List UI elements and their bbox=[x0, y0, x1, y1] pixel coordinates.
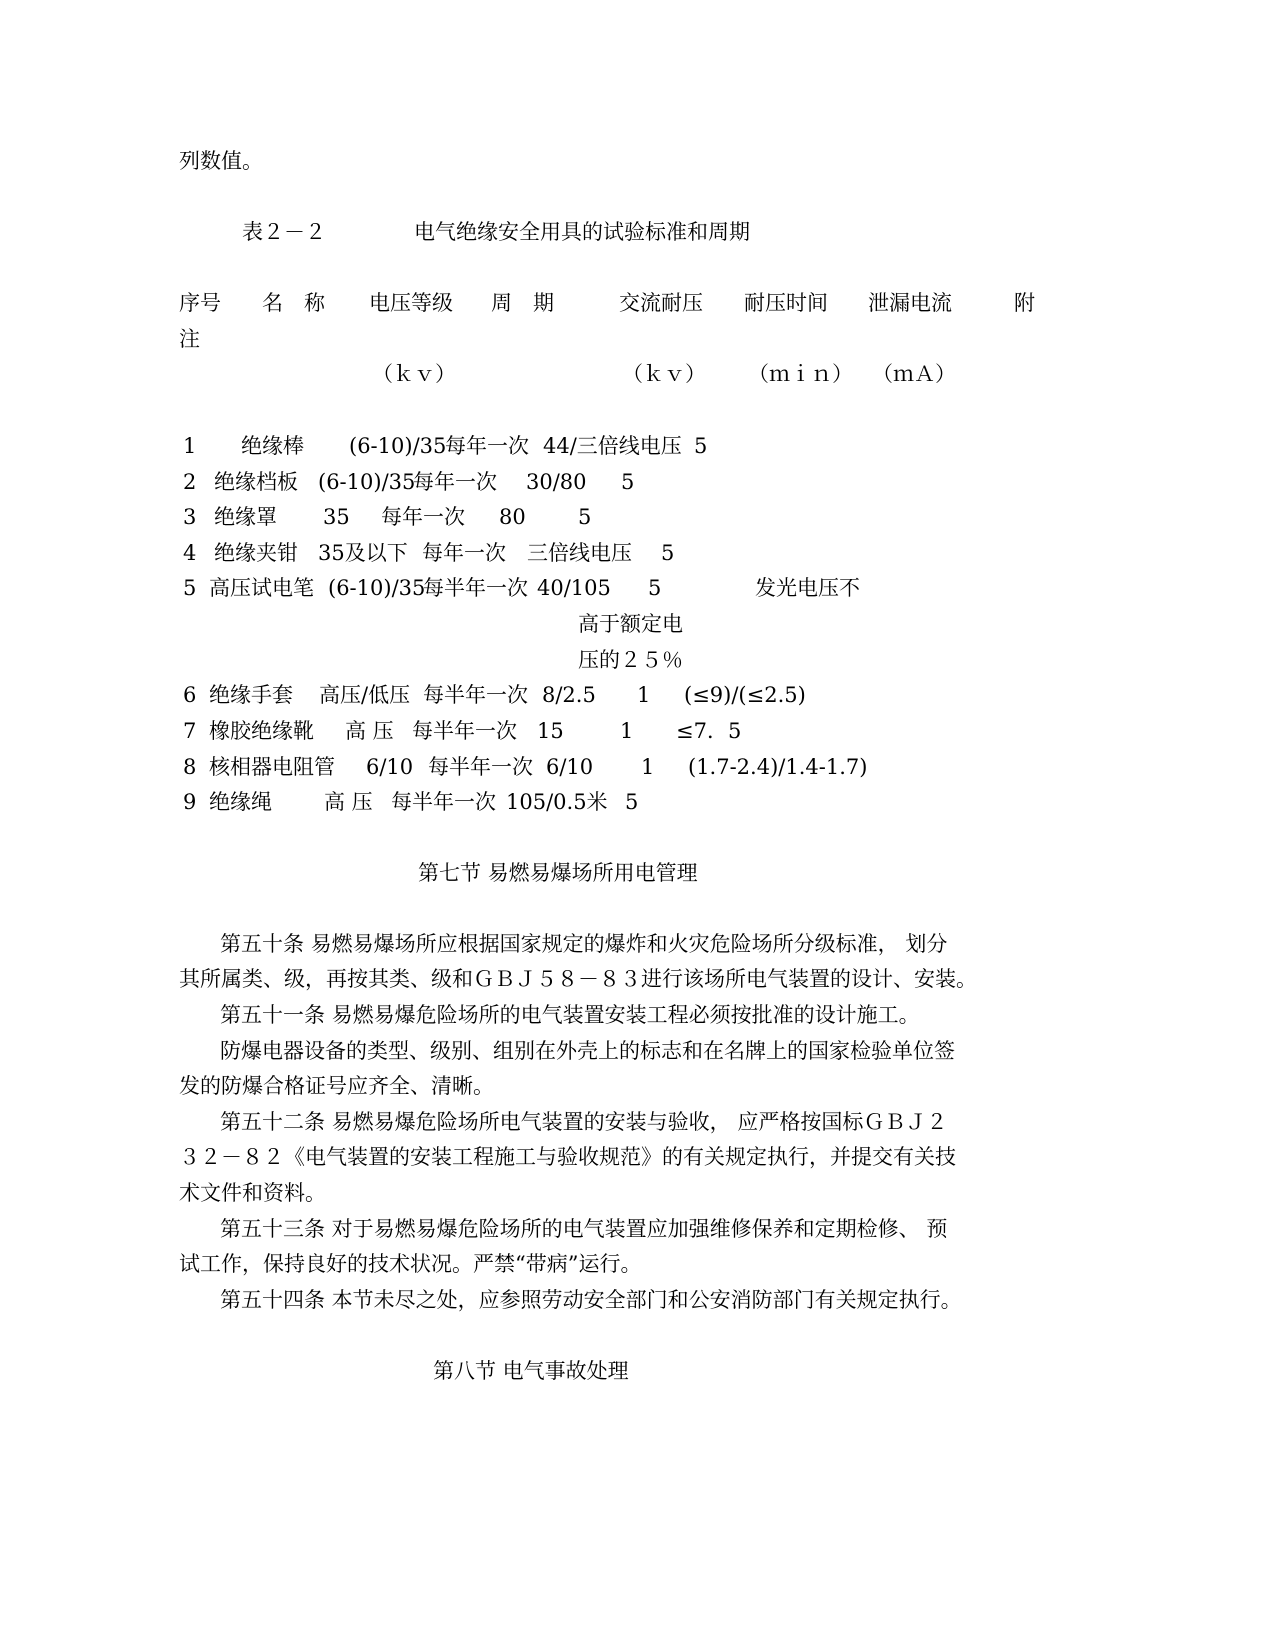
article-50-line-1: 第五十条 易燃易爆场所应根据国家规定的爆炸和火灾危险场所分级标准， 划分 bbox=[220, 932, 948, 956]
row-seq: 3 bbox=[183, 505, 197, 529]
article-52-line-1: 第五十二条 易燃易爆危险场所电气装置的安装与验收， 应严格按国标ＧＢＪ２ bbox=[220, 1110, 948, 1134]
row-leak: ≤7．5 bbox=[676, 719, 742, 743]
row-ac: 44/三倍线电压 bbox=[543, 434, 682, 458]
row-note: 发光电压不 bbox=[755, 576, 860, 600]
row-time: 1 bbox=[620, 719, 634, 743]
row-note-cont: 高于额定电 bbox=[578, 612, 683, 636]
row-period: 每半年一次 bbox=[428, 755, 533, 779]
row-note-cont: 压的２５％ bbox=[578, 648, 683, 672]
row-period: 每年一次 bbox=[381, 505, 465, 529]
row-seq: 6 bbox=[183, 683, 197, 707]
header-unit-min: （ｍｉｎ） bbox=[748, 362, 853, 386]
row-time: 5 bbox=[578, 505, 592, 529]
article-54-line-1: 第五十四条 本节未尽之处，应参照劳动安全部门和公安消防部门有关规定执行。 bbox=[220, 1288, 962, 1312]
header-remark-cont: 注 bbox=[179, 327, 200, 351]
header-unit-ma: （ｍＡ） bbox=[872, 362, 956, 386]
row-seq: 9 bbox=[183, 790, 197, 814]
article-51-line-1: 第五十一条 易燃易爆危险场所的电气装置安装工程必须按批准的设计施工。 bbox=[220, 1003, 920, 1027]
explosion-proof-line-1: 防爆电器设备的类型、级别、组别在外壳上的标志和在名牌上的国家检验单位签 bbox=[220, 1039, 955, 1063]
header-seq: 序号 bbox=[179, 291, 221, 315]
article-52-line-2: ３２－８２《电气装置的安装工程施工与验收规范》的有关规定执行，并提交有关技 bbox=[179, 1145, 956, 1169]
row-time: 1 bbox=[641, 755, 655, 779]
row-ac: 三倍线电压 bbox=[527, 541, 632, 565]
row-voltage: 6/10 bbox=[366, 755, 414, 779]
row-time: 5 bbox=[661, 541, 675, 565]
row-ac: 30/80 bbox=[526, 470, 587, 494]
header-period: 周 期 bbox=[491, 291, 554, 315]
row-voltage: 35及以下 bbox=[318, 541, 408, 565]
row-seq: 4 bbox=[183, 541, 197, 565]
header-name: 名 称 bbox=[262, 291, 325, 315]
row-name: 绝缘夹钳 bbox=[214, 541, 298, 565]
header-withstand-time: 耐压时间 bbox=[744, 291, 828, 315]
row-ac: 105/0.5米 bbox=[506, 790, 608, 814]
row-period: 每年一次 bbox=[445, 434, 529, 458]
row-seq: 5 bbox=[183, 576, 197, 600]
row-name: 绝缘档板 bbox=[214, 470, 298, 494]
row-voltage: (6-10)/35 bbox=[318, 470, 416, 494]
section-8-heading: 第八节 电气事故处理 bbox=[433, 1359, 629, 1383]
explosion-proof-line-2: 发的防爆合格证号应齐全、清晰。 bbox=[179, 1074, 494, 1098]
header-voltage-level: 电压等级 bbox=[369, 291, 453, 315]
row-name: 绝缘棒 bbox=[241, 434, 304, 458]
row-period: 每半年一次 bbox=[412, 719, 517, 743]
table-number: 表２－２ bbox=[242, 220, 326, 244]
header-ac-withstand: 交流耐压 bbox=[619, 291, 703, 315]
header-leakage-current: 泄漏电流 bbox=[868, 291, 952, 315]
row-ac: 15 bbox=[537, 719, 564, 743]
header-remark: 附 bbox=[1014, 291, 1035, 315]
row-voltage: 高 压 bbox=[345, 719, 394, 743]
row-period: 每半年一次 bbox=[423, 683, 528, 707]
row-voltage: (6-10)/35 bbox=[349, 434, 447, 458]
row-time: 5 bbox=[625, 790, 639, 814]
row-leak: (≤9)/(≤2.5) bbox=[684, 683, 806, 707]
row-time: 5 bbox=[648, 576, 662, 600]
row-voltage: (6-10)/35 bbox=[328, 576, 426, 600]
row-name: 橡胶绝缘靴 bbox=[209, 719, 314, 743]
article-52-line-3: 术文件和资料。 bbox=[179, 1181, 326, 1205]
row-period: 每年一次 bbox=[422, 541, 506, 565]
row-seq: 7 bbox=[183, 719, 197, 743]
article-53-line-1: 第五十三条 对于易燃易爆危险场所的电气装置应加强维修保养和定期检修、 预 bbox=[220, 1217, 948, 1241]
row-name: 核相器电阻管 bbox=[209, 755, 335, 779]
header-unit-kv-ac: （ｋｖ） bbox=[622, 362, 706, 386]
row-name: 绝缘罩 bbox=[214, 505, 277, 529]
row-voltage: 高压/低压 bbox=[319, 683, 411, 707]
row-period: 每半年一次 bbox=[423, 576, 528, 600]
article-50-line-2: 其所属类、级，再按其类、级和ＧＢＪ５８－８３进行该场所电气装置的设计、安装。 bbox=[179, 967, 977, 991]
row-seq: 1 bbox=[183, 434, 197, 458]
row-period: 每半年一次 bbox=[391, 790, 496, 814]
row-voltage: 高 压 bbox=[324, 790, 373, 814]
row-seq: 2 bbox=[183, 470, 197, 494]
row-voltage: 35 bbox=[323, 505, 350, 529]
row-ac: 80 bbox=[499, 505, 526, 529]
section-7-heading: 第七节 易燃易爆场所用电管理 bbox=[418, 861, 698, 885]
article-53-line-2: 试工作，保持良好的技术状况。严禁“带病”运行。 bbox=[179, 1252, 642, 1276]
header-unit-kv: （ｋｖ） bbox=[372, 362, 456, 386]
row-ac: 8/2.5 bbox=[542, 683, 596, 707]
row-time: 1 bbox=[637, 683, 651, 707]
row-name: 绝缘手套 bbox=[209, 683, 293, 707]
row-time: 5 bbox=[621, 470, 635, 494]
intro-tail-text: 列数值。 bbox=[179, 149, 263, 173]
row-period: 每年一次 bbox=[413, 470, 497, 494]
table-title: 电气绝缘安全用具的试验标准和周期 bbox=[414, 220, 750, 244]
row-name: 高压试电笔 bbox=[209, 576, 314, 600]
row-ac: 6/10 bbox=[546, 755, 594, 779]
row-seq: 8 bbox=[183, 755, 197, 779]
row-ac: 40/105 bbox=[537, 576, 611, 600]
row-time: 5 bbox=[694, 434, 708, 458]
row-leak: (1.7-2.4)/1.4-1.7) bbox=[688, 755, 868, 779]
row-name: 绝缘绳 bbox=[209, 790, 272, 814]
